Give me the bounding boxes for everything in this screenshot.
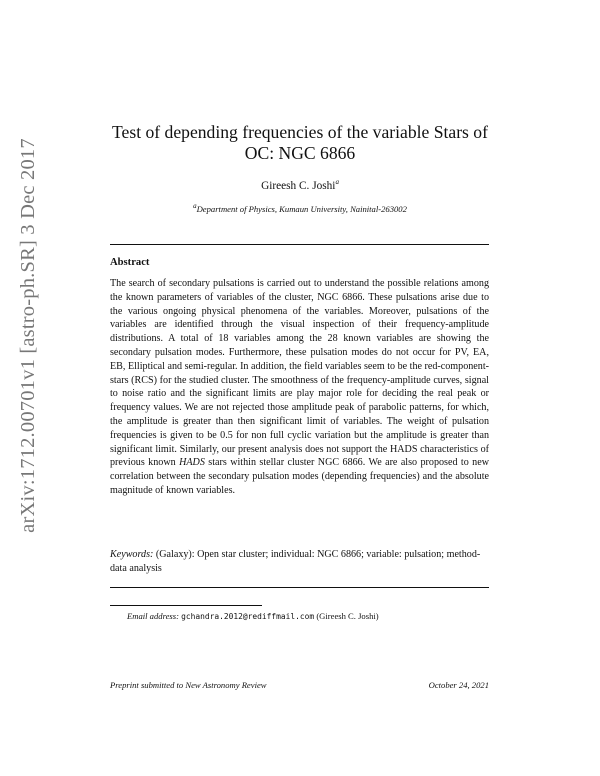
- abstract-body: [110, 277, 489, 498]
- keywords: [110, 548, 489, 576]
- preprint-date: October 24, 2021: [428, 680, 489, 690]
- footnote-author: (Gireesh C. Joshi): [316, 611, 379, 621]
- affiliation-text: Department of Physics, Kumaun University, Nainital-263002: [196, 203, 407, 214]
- keywords-label: Keywords:: [110, 549, 154, 560]
- abstract-hads-emphasis: HADS: [179, 457, 205, 469]
- paper-title-line-2: OC: NGC 6866: [244, 143, 356, 163]
- footnote-email-link[interactable]: gchandra.2012@rediffmail.com: [181, 612, 315, 621]
- author-line: [100, 178, 500, 192]
- author-affil-mark: a: [335, 178, 339, 186]
- author-name: Gireesh C. Joshi: [261, 179, 336, 192]
- abstract-text-part-2: stars within stellar cluster NGC 6866. We are also proposed to new correlation between the secondary pulsation modes (depending frequencies) and the absolute magnitude of known variables.: [110, 457, 489, 496]
- paper-title-line-1: Test of depending frequencies of the variable Stars of: [112, 122, 488, 142]
- preprint-note: Preprint submitted to New Astronomy Review: [110, 680, 267, 690]
- affiliation: [100, 202, 500, 214]
- abstract-heading: Abstract: [110, 257, 150, 268]
- keywords-text: (Galaxy): Open star cluster; individual: NGC 6866; variable: pulsation; method-data analysis: [110, 549, 481, 574]
- footnote: [127, 611, 379, 621]
- arxiv-stamp-text: arXiv:1712.00701v1 [astro-ph.SR] 3 Dec 2017: [16, 137, 39, 533]
- footnote-label: Email address:: [127, 611, 179, 621]
- abstract-top-rule: [110, 244, 489, 245]
- arxiv-stamp: [6, 100, 50, 570]
- abstract-text-part-1: The search of secondary pulsations is carried out to understand the possible relations among the known parameters of variables of the cluster, NGC 6866. These pulsations arise due to the various ongoing physical phenomena of the variables. Moreover, pulsations of the variables are identified through the visual inspection of their frequency-amplitude distributions. A total of 18 variables among the 28 known variables are showing the secondary pulsation modes. Furthermore, these pulsation modes do not occur for PV, EA, EB, Elliptical and semi-regular. In addition, the field variables seem to be the red-component-stars (RCS) for the studied cluster. The smoothness of the frequency-amplitude curves, signal to noise ratio and the significant limits are play major role for deciding the real peak or frequency values. We are not rejected those amplitude peak of parabolic patterns, for which, the amplitude is greater than then significant limit of variables. The weight of pulsation frequencies is given to be 0.5 for non full cyclic variation but the amplitude is greater than significant limit. Similarly, our present analysis does not support the HADS characteristics of previous known: [110, 278, 489, 469]
- affiliation-mark: a: [193, 202, 197, 210]
- footnote-rule: [110, 605, 262, 606]
- paper-title: [100, 122, 500, 164]
- abstract-bottom-rule: [110, 587, 489, 588]
